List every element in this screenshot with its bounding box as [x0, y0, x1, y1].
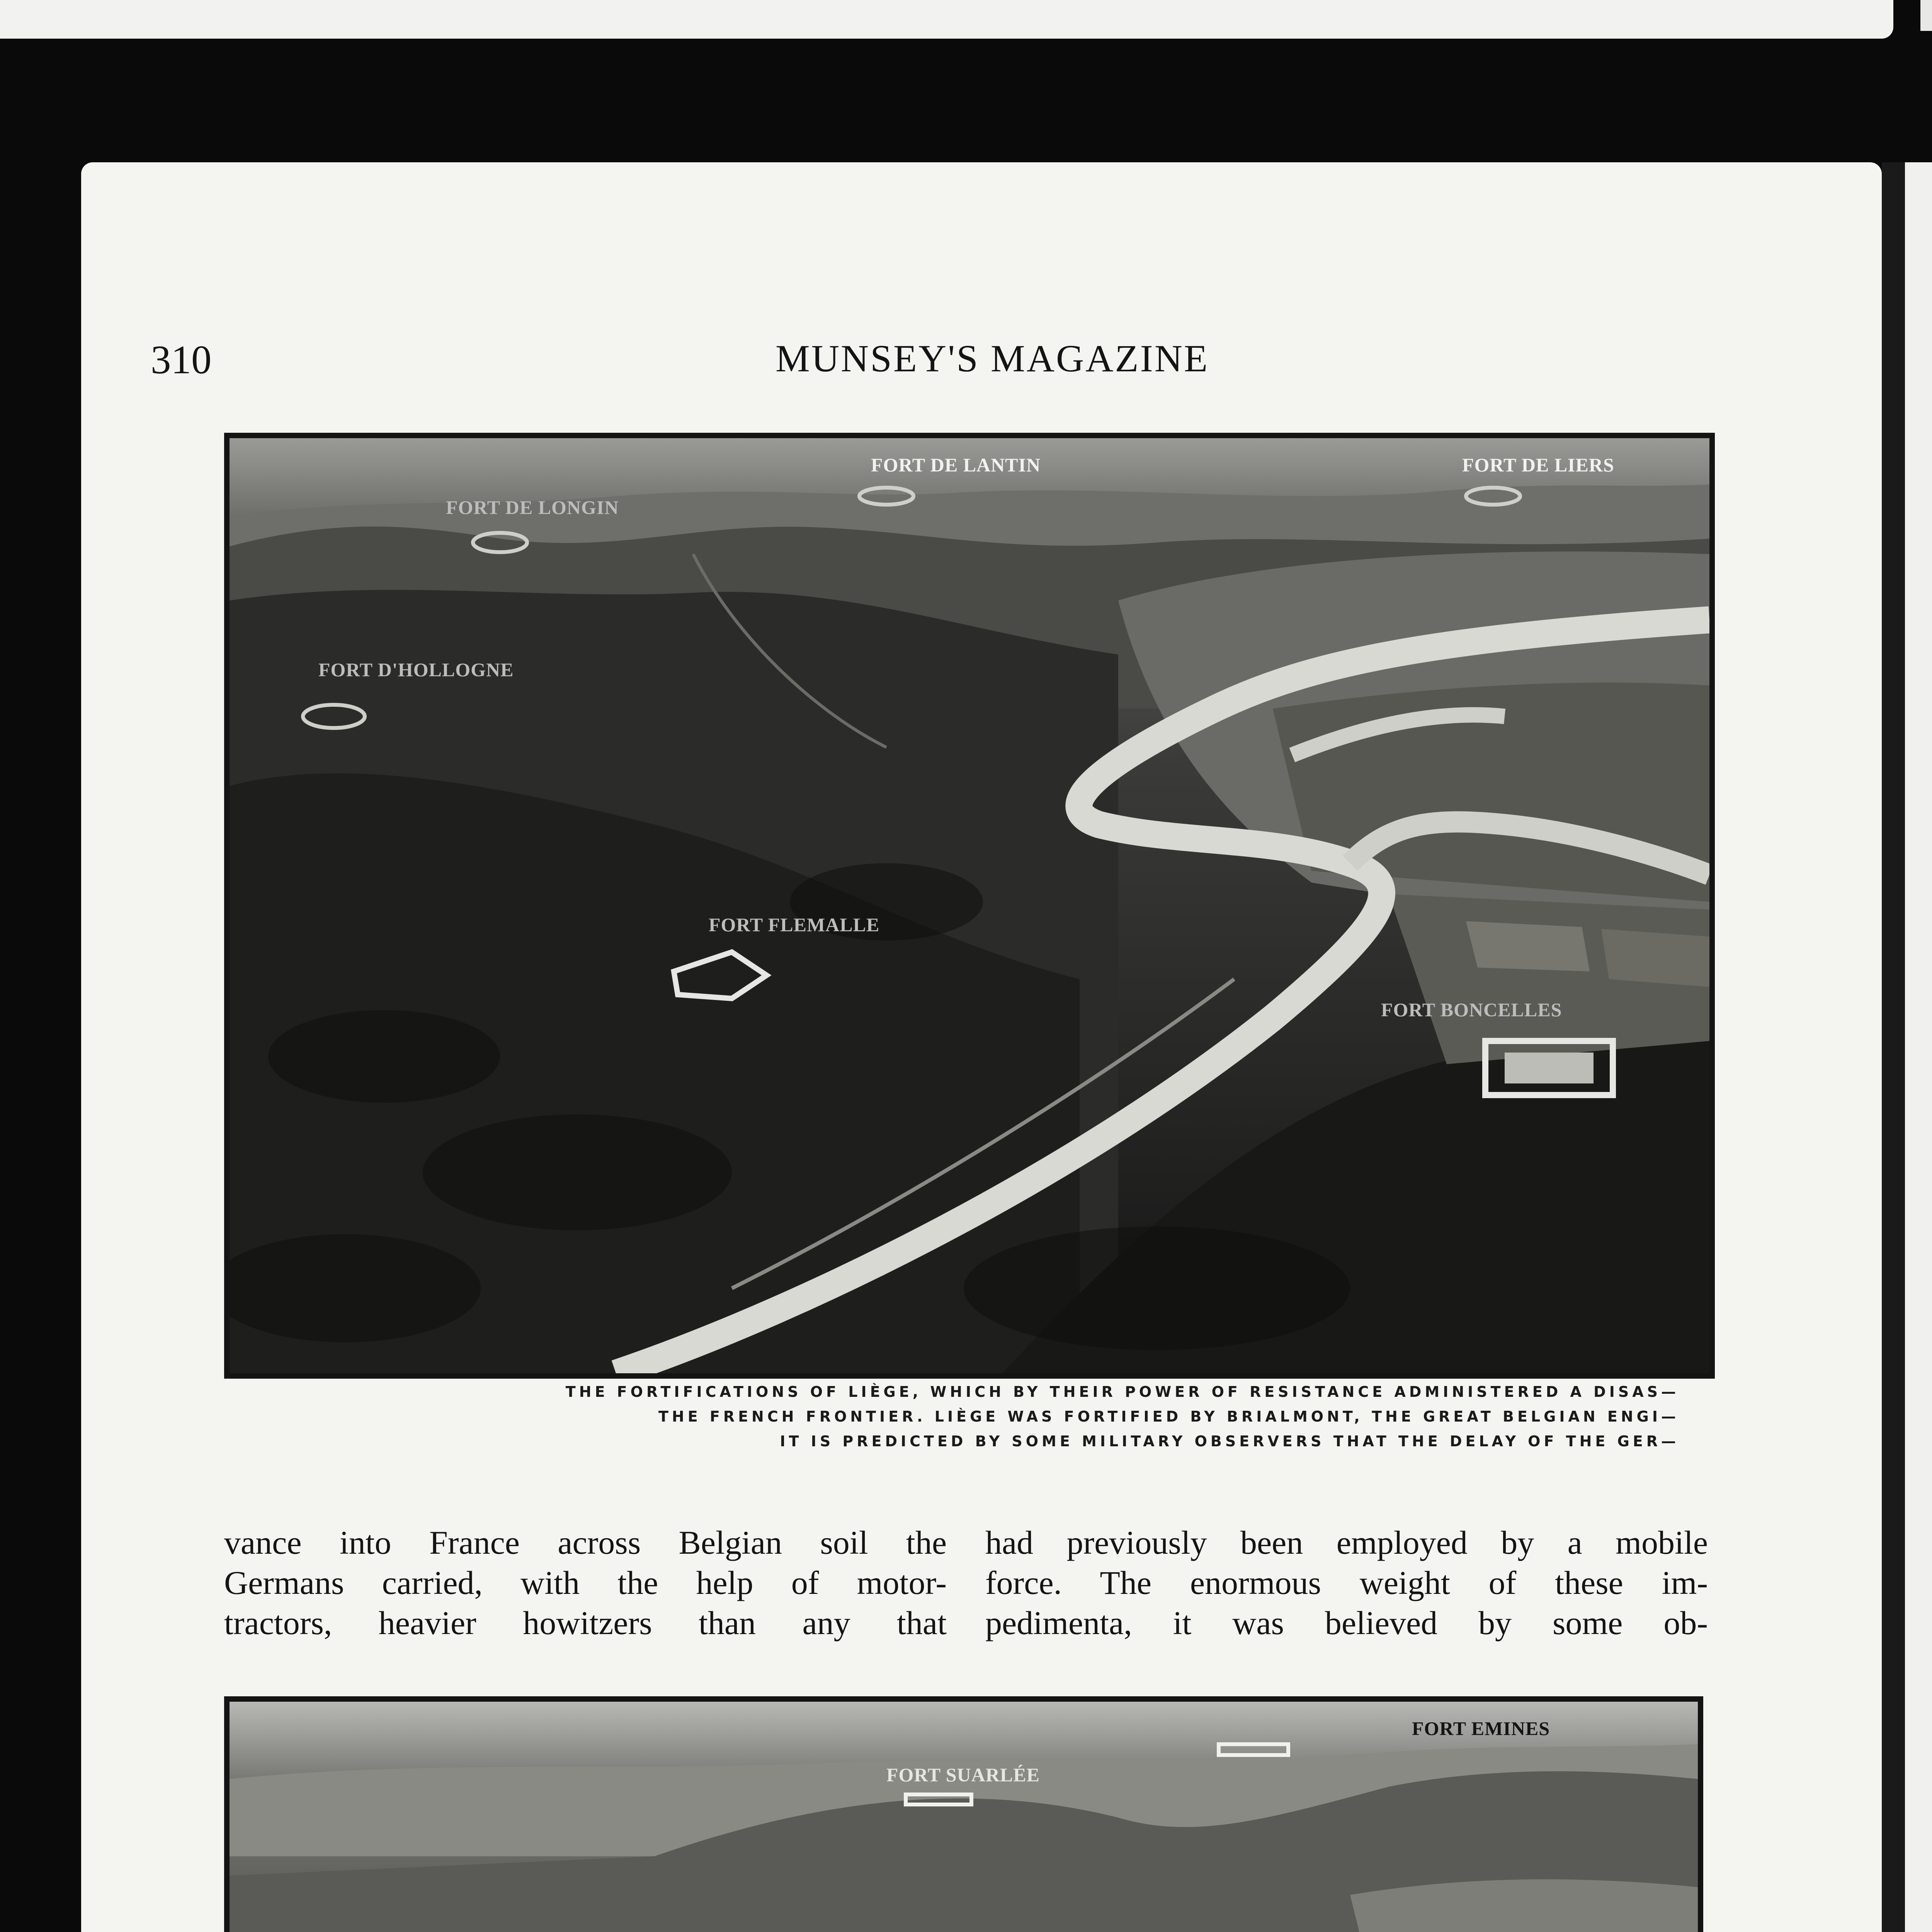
body-text-line: pedimenta, it was believed by some ob-: [985, 1604, 1708, 1641]
adjacent-page-corner: [1920, 0, 1932, 31]
liege-caption-line-1: THE FORTIFICATIONS OF LIÈGE, WHICH BY THEIR POWER OF RESISTANCE ADMINISTERED A DISAS—: [565, 1383, 1679, 1400]
page-gutter-shadow: [1882, 162, 1905, 1932]
liege-fortifications-illustration: [224, 433, 1715, 1379]
body-text-line: force. The enormous weight of these im-: [985, 1564, 1708, 1601]
body-text-line: vance into France across Belgian soil the: [224, 1524, 947, 1561]
body-text-line: tractors, heavier howitzers than any that: [224, 1604, 947, 1641]
body-text-line: had previously been employed by a mobile: [985, 1524, 1708, 1561]
body-text-left-column: [224, 1522, 947, 1643]
map-label-fort-flemalle: FORT FLEMALLE: [709, 914, 880, 935]
map-label-fort-de-lantin: FORT DE LANTIN: [871, 454, 1041, 476]
namur-fortifications-illustration: [224, 1696, 1703, 1932]
adjacent-page-top-strip: [0, 0, 1893, 39]
map-label-fort-dhollogne: FORT D'HOLLOGNE: [318, 659, 514, 680]
body-text-line: Germans carried, with the help of motor-: [224, 1564, 947, 1601]
adjacent-page-edge: [1905, 162, 1932, 1932]
map-label-fort-suarlee: FORT SUARLÉE: [886, 1764, 1040, 1786]
map-label-fort-emines: FORT EMINES: [1412, 1718, 1550, 1739]
liege-aerial-view: [230, 438, 1709, 1373]
map-label-fort-de-liers: FORT DE LIERS: [1462, 454, 1614, 476]
liege-caption-line-2: THE FRENCH FRONTIER. LIÈGE WAS FORTIFIED BY BRIALMONT, THE GREAT BELGIAN ENGI—: [658, 1408, 1679, 1425]
map-label-fort-de-longin: FORT DE LONGIN: [446, 497, 619, 518]
body-text-right-column: [985, 1522, 1708, 1643]
liege-caption-line-3: IT IS PREDICTED BY SOME MILITARY OBSERVERS THAT THE DELAY OF THE GER—: [780, 1433, 1679, 1450]
map-label-fort-boncelles: FORT BONCELLES: [1381, 999, 1562, 1020]
page-number: 310: [151, 337, 212, 382]
running-header-title: MUNSEY'S MAGAZINE: [775, 337, 1209, 380]
